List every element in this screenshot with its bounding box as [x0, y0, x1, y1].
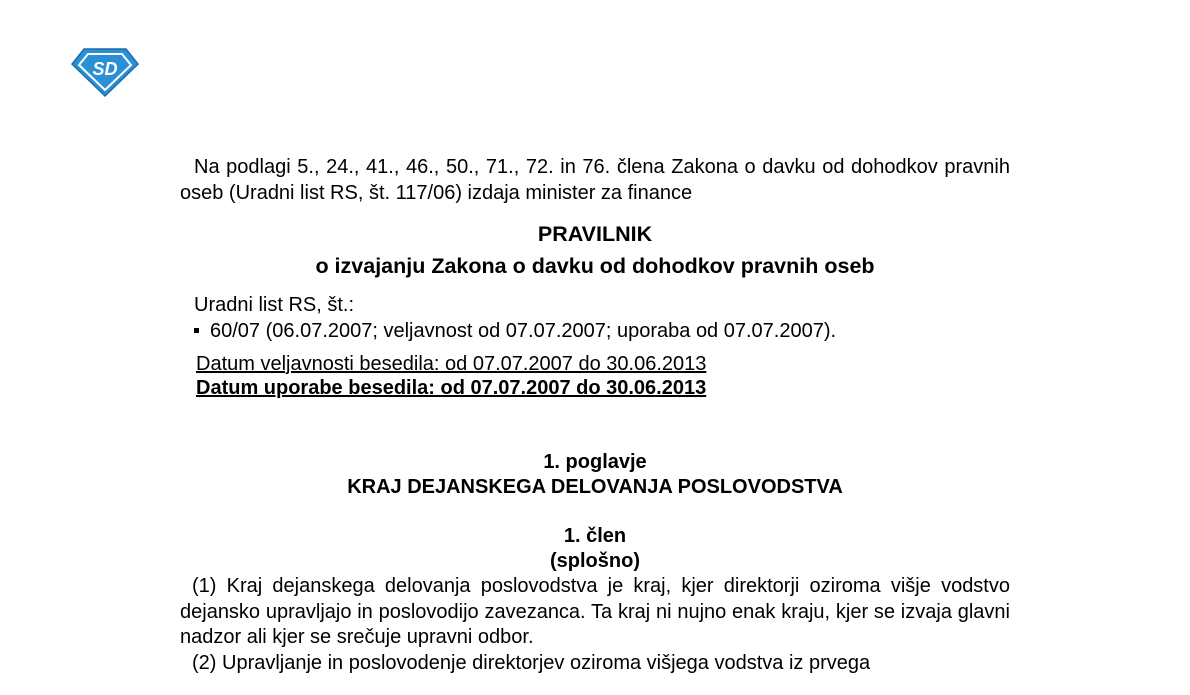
sd-logo	[70, 46, 140, 98]
preamble-text: Na podlagi 5., 24., 41., 46., 50., 71., 72. in 76. člena Zakona o davku od dohodkov pravnih oseb (Uradni list RS, št. 117/06) izdaja minister za finance	[180, 156, 1010, 204]
logo-letters: SD	[92, 59, 118, 79]
validity-dates	[180, 352, 1010, 400]
document-title	[180, 218, 1010, 282]
article-paragraph: (2) Upravljanje in poslovodenje direktorjev oziroma višjega vodstva iz prvega	[192, 651, 871, 674]
article-paragraph: (1) Kraj dejanskega delovanja poslovodstva je kraj, kjer direktorji oziroma višje vodstvo dejansko upravljajo in poslovodijo zavezanca. Ta kraj ni nujno enak kraju, kjer se izvaja glavni nadzor ali kjer se srečuje upravni odbor.	[180, 575, 1010, 648]
application-date: Datum uporabe besedila: od 07.07.2007 do 30.06.2013	[196, 377, 707, 399]
title-line-1: PRAVILNIK	[537, 222, 653, 246]
article-name: (splošno)	[550, 550, 640, 572]
chapter-heading	[180, 450, 1010, 500]
validity-date: Datum veljavnosti besedila: od 07.07.2007 do 30.06.2013	[196, 353, 707, 375]
chapter-name: KRAJ DEJANSKEGA DELOVANJA POSLOVODSTVA	[347, 476, 843, 498]
gazette-info	[180, 292, 1010, 344]
gazette-label: Uradni list RS, št.:	[194, 294, 355, 316]
gazette-item	[194, 318, 1010, 344]
article-heading	[180, 524, 1010, 574]
shield-logo-icon	[70, 46, 140, 98]
chapter-number: 1. poglavje	[543, 451, 647, 473]
gazette-item-text: 60/07 (06.07.2007; veljavnost od 07.07.2007; uporaba od 07.07.2007).	[210, 320, 837, 342]
bullet-icon	[194, 328, 199, 333]
title-line-2: o izvajanju Zakona o davku od dohodkov pravnih oseb	[315, 254, 875, 278]
article-number: 1. člen	[563, 525, 627, 547]
document-body	[180, 154, 1010, 676]
